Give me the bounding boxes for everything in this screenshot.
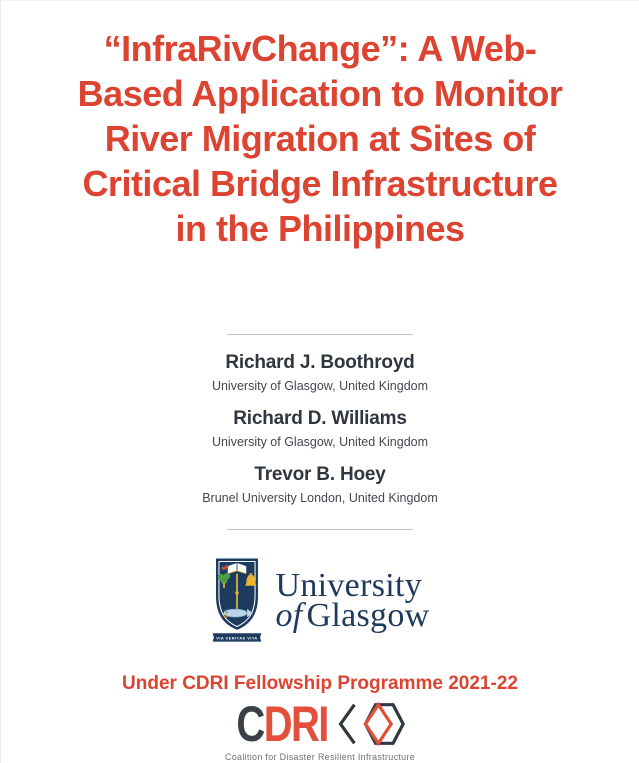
uofg-wordmark xyxy=(275,566,430,634)
uofg-glasgow: Glasgow xyxy=(306,596,430,634)
university-of-glasgow-logo xyxy=(1,556,639,645)
author-name: Richard J. Boothroyd xyxy=(225,352,415,373)
title-line: “InfraRivChange”: A Web- xyxy=(103,28,537,69)
author-entry xyxy=(1,408,639,450)
title-line: Based Application to Monitor xyxy=(77,73,563,114)
author-list xyxy=(1,352,639,506)
title-line: Critical Bridge Infrastructure xyxy=(82,163,558,204)
uofg-of: of xyxy=(275,596,303,634)
uofg-motto: VIA VERITAS VITA xyxy=(216,636,259,641)
fellowship-note: Under CDRI Fellowship Programme 2021-22 xyxy=(122,673,518,694)
divider-top xyxy=(227,334,413,335)
author-name: Richard D. Williams xyxy=(233,408,407,429)
author-affiliation: University of Glasgow, United Kingdom xyxy=(211,435,429,449)
divider-bottom xyxy=(227,529,413,530)
cdri-logo xyxy=(1,696,639,752)
author-affiliation: Brunel University London, United Kingdom xyxy=(202,491,438,505)
title-line: River Migration at Sites of xyxy=(104,118,536,159)
cdri-tagline: Coalition for Disaster Resilient Infrastructure xyxy=(224,752,416,762)
cdri-letter-c: C xyxy=(236,696,265,752)
author-name: Trevor B. Hoey xyxy=(254,464,386,485)
cdri-wordmark xyxy=(236,696,329,752)
title-line: in the Philippines xyxy=(175,208,465,249)
uofg-wordmark-line1: University xyxy=(275,566,423,604)
author-affiliation: University of Glasgow, United Kingdom xyxy=(211,379,429,393)
author-entry xyxy=(1,464,639,506)
cdri-letters-dri: DRI xyxy=(264,696,329,752)
uofg-wordmark-line2 xyxy=(275,596,430,634)
author-entry xyxy=(1,352,639,394)
page-title xyxy=(1,26,639,251)
cdri-hexagon-icon xyxy=(336,701,405,747)
uofg-shield-crest-icon xyxy=(210,556,264,645)
